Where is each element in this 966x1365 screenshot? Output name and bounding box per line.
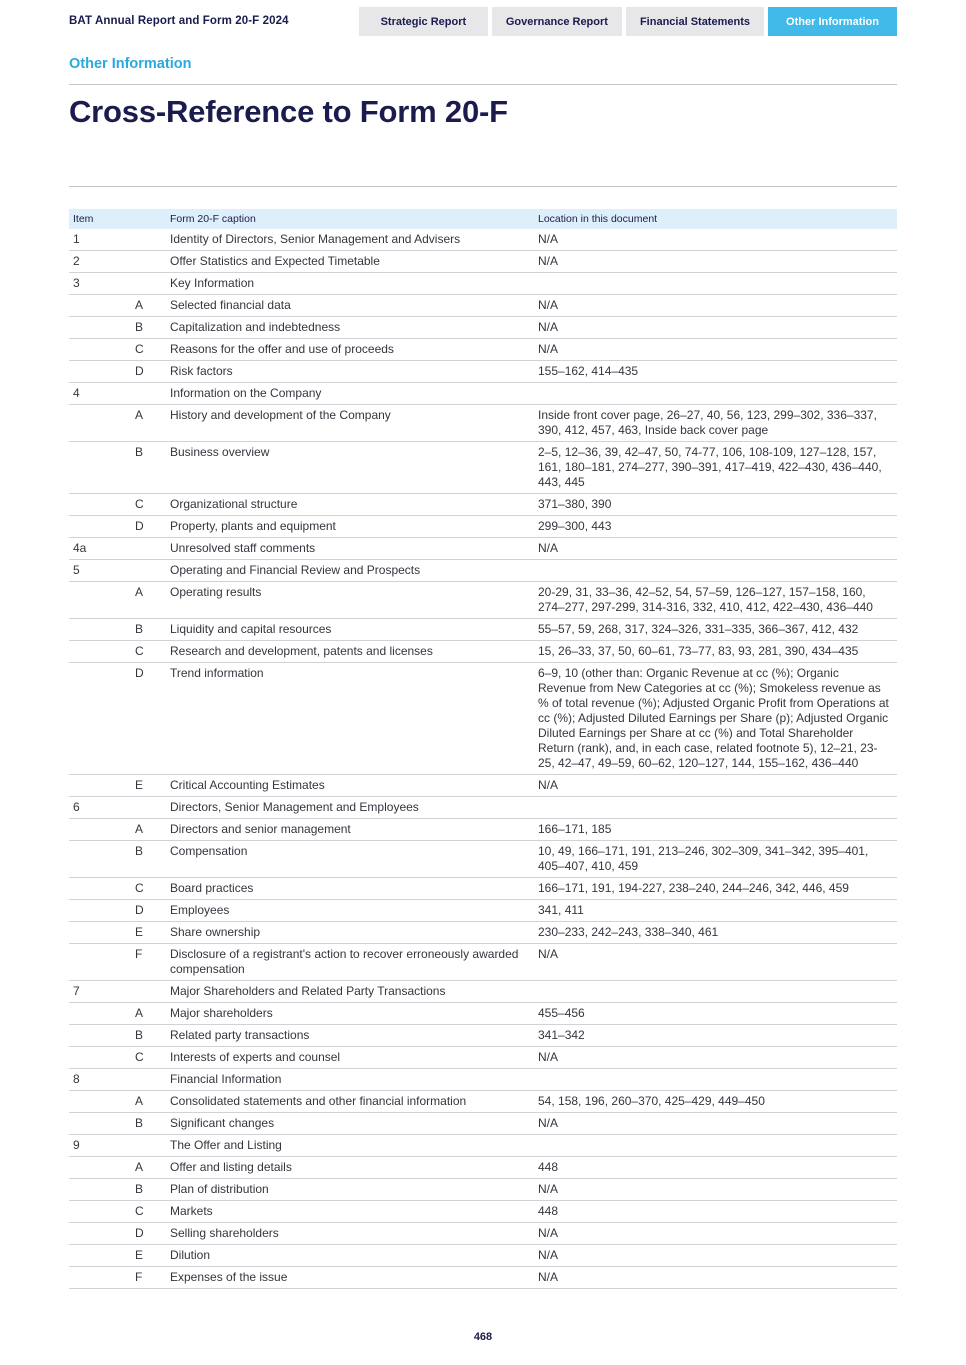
table-row: [69, 516, 897, 538]
table-row: [69, 582, 897, 619]
caption-text: Directors, Senior Management and Employees: [170, 797, 538, 819]
item-number: 4: [73, 386, 80, 400]
location-text: N/A: [538, 317, 897, 339]
table-row: [69, 361, 897, 383]
location-text: 371–380, 390: [538, 494, 897, 516]
table-row: [69, 1245, 897, 1267]
location-text: [538, 797, 897, 819]
item-number: [73, 903, 135, 918]
caption-text: Information on the Company: [170, 383, 538, 405]
divider-above-table: [69, 186, 897, 187]
location-text: N/A: [538, 339, 897, 361]
table-header-item: Item: [69, 209, 170, 229]
table-row: [69, 405, 897, 442]
location-text: 155–162, 414–435: [538, 361, 897, 383]
caption-text: Operating and Financial Review and Prospects: [170, 560, 538, 582]
section-label: Other Information: [69, 56, 192, 72]
item-letter: C: [135, 497, 144, 511]
table-row: [69, 1003, 897, 1025]
item-letter: B: [135, 1116, 144, 1130]
item-letter: A: [135, 585, 144, 599]
location-text: 299–300, 443: [538, 516, 897, 538]
location-text: N/A: [538, 944, 897, 981]
caption-text: Financial Information: [170, 1069, 538, 1091]
item-number: 5: [73, 563, 80, 577]
table-row: [69, 494, 897, 516]
item-letter: E: [135, 925, 144, 939]
caption-text: Consolidated statements and other financial information: [170, 1091, 538, 1113]
location-text: 55–57, 59, 268, 317, 324–326, 331–335, 366–367, 412, 432: [538, 619, 897, 641]
location-text: N/A: [538, 1047, 897, 1069]
item-letter: C: [135, 342, 144, 356]
tab-governance-report[interactable]: Governance Report: [492, 7, 622, 36]
table-row: [69, 1069, 897, 1091]
caption-text: Employees: [170, 900, 538, 922]
location-text: Inside front cover page, 26–27, 40, 56, 123, 299–302, 336–337, 390, 412, 457, 463, Inside back cover page: [538, 405, 897, 442]
cross-ref-table-body: [69, 229, 897, 1289]
item-number: 7: [73, 984, 80, 998]
caption-text: Research and development, patents and licenses: [170, 641, 538, 663]
item-number: [73, 778, 135, 793]
location-text: [538, 560, 897, 582]
item-letter: B: [135, 445, 144, 459]
item-letter: B: [135, 1028, 144, 1042]
caption-text: Expenses of the issue: [170, 1267, 538, 1289]
location-text: N/A: [538, 295, 897, 317]
table-row: [69, 797, 897, 819]
item-number: 6: [73, 800, 80, 814]
table-row: [69, 1025, 897, 1047]
location-text: N/A: [538, 538, 897, 560]
location-text: [538, 383, 897, 405]
table-row: [69, 641, 897, 663]
caption-text: Compensation: [170, 841, 538, 878]
item-number: [73, 1248, 135, 1263]
tab-strategic-report[interactable]: Strategic Report: [359, 7, 488, 36]
item-letter: E: [135, 1248, 144, 1262]
caption-text: Offer Statistics and Expected Timetable: [170, 251, 538, 273]
item-number: 4a: [73, 541, 87, 555]
table-row: [69, 878, 897, 900]
item-number: 1: [73, 232, 80, 246]
location-text: [538, 1069, 897, 1091]
page-title: Cross-Reference to Form 20-F: [69, 94, 508, 129]
caption-text: Directors and senior management: [170, 819, 538, 841]
caption-text: Significant changes: [170, 1113, 538, 1135]
item-letter: A: [135, 408, 144, 422]
location-text: 2–5, 12–36, 39, 42–47, 50, 74-77, 106, 108-109, 127–128, 157, 161, 180–181, 274–277, 390–391, 417–419, 422–430, 436–440, 443, 445: [538, 442, 897, 494]
location-text: 20-29, 31, 33–36, 42–52, 54, 57–59, 126–127, 157–158, 160, 274–277, 297-299, 314-316, 332, 410, 412, 422–430, 436–440: [538, 582, 897, 619]
location-text: N/A: [538, 1179, 897, 1201]
item-letter: C: [135, 1204, 144, 1218]
item-number: [73, 947, 135, 962]
table-row: [69, 981, 897, 1003]
location-text: 15, 26–33, 37, 50, 60–61, 73–77, 83, 93, 281, 390, 434–435: [538, 641, 897, 663]
item-number: [73, 298, 135, 313]
item-letter: A: [135, 1094, 144, 1108]
item-number: [73, 320, 135, 335]
item-number: [73, 1050, 135, 1065]
item-letter: D: [135, 666, 144, 680]
location-text: [538, 981, 897, 1003]
location-text: 166–171, 185: [538, 819, 897, 841]
table-row: [69, 339, 897, 361]
caption-text: Selling shareholders: [170, 1223, 538, 1245]
item-number: [73, 1204, 135, 1219]
caption-text: Identity of Directors, Senior Management and Advisers: [170, 229, 538, 251]
location-text: N/A: [538, 1223, 897, 1245]
table-row: [69, 1091, 897, 1113]
caption-text: Selected financial data: [170, 295, 538, 317]
item-letter: B: [135, 622, 144, 636]
table-row: [69, 1223, 897, 1245]
caption-text: Trend information: [170, 663, 538, 775]
item-number: [73, 1116, 135, 1131]
item-number: [73, 622, 135, 637]
item-number: [73, 585, 135, 600]
item-number: [73, 1006, 135, 1021]
item-number: 9: [73, 1138, 80, 1152]
table-row: [69, 900, 897, 922]
location-text: N/A: [538, 1267, 897, 1289]
table-row: [69, 841, 897, 878]
caption-text: Business overview: [170, 442, 538, 494]
table-row: [69, 383, 897, 405]
location-text: 6–9, 10 (other than: Organic Revenue at cc (%); Organic Revenue from New Categories at cc (%); Smokeless revenue as % of total revenue (%); Adjusted Organic Profit from Operations at cc (%); Adjusted Diluted Earnings per Share (p); Adjusted Organic Diluted Earnings per Share at cc (%) and Total Shareholder Return (rank), and, in each case, related footnote 5), 12–21, 23-25, 42–47, 49–59, 60–62, 120–127, 144, 155–162, 436–440: [538, 663, 897, 775]
page-number: 468: [473, 1331, 493, 1343]
item-number: 3: [73, 276, 80, 290]
table-row: [69, 663, 897, 775]
item-number: [73, 1028, 135, 1043]
item-number: [73, 1270, 135, 1285]
table-row: [69, 619, 897, 641]
caption-text: Share ownership: [170, 922, 538, 944]
table-row: [69, 273, 897, 295]
table-row: [69, 442, 897, 494]
item-number: [73, 1094, 135, 1109]
item-number: [73, 497, 135, 512]
location-text: 455–456: [538, 1003, 897, 1025]
caption-text: Interests of experts and counsel: [170, 1047, 538, 1069]
caption-text: Critical Accounting Estimates: [170, 775, 538, 797]
item-letter: C: [135, 1050, 144, 1064]
location-text: 230–233, 242–243, 338–340, 461: [538, 922, 897, 944]
item-letter: A: [135, 822, 144, 836]
location-text: 448: [538, 1201, 897, 1223]
location-text: [538, 273, 897, 295]
table-row: [69, 1135, 897, 1157]
item-letter: A: [135, 1006, 144, 1020]
caption-text: Risk factors: [170, 361, 538, 383]
location-text: [538, 1135, 897, 1157]
item-number: [73, 1182, 135, 1197]
item-number: [73, 1160, 135, 1175]
location-text: 166–171, 191, 194-227, 238–240, 244–246, 342, 446, 459: [538, 878, 897, 900]
caption-text: Liquidity and capital resources: [170, 619, 538, 641]
item-number: [73, 342, 135, 357]
caption-text: Capitalization and indebtedness: [170, 317, 538, 339]
table-header-caption: Form 20-F caption: [170, 209, 538, 229]
caption-text: Major Shareholders and Related Party Transactions: [170, 981, 538, 1003]
caption-text: Property, plants and equipment: [170, 516, 538, 538]
item-number: [73, 666, 135, 681]
cross-reference-table: [69, 209, 897, 1289]
table-row: [69, 775, 897, 797]
location-text: 10, 49, 166–171, 191, 213–246, 302–309, 341–342, 395–401, 405–407, 410, 459: [538, 841, 897, 878]
item-letter: D: [135, 519, 144, 533]
location-text: 448: [538, 1157, 897, 1179]
item-letter: A: [135, 1160, 144, 1174]
item-letter: C: [135, 881, 144, 895]
table-row: [69, 560, 897, 582]
item-letter: B: [135, 1182, 144, 1196]
caption-text: The Offer and Listing: [170, 1135, 538, 1157]
item-letter: D: [135, 1226, 144, 1240]
item-letter: D: [135, 364, 144, 378]
table-header-location: Location in this document: [538, 209, 897, 229]
item-letter: F: [135, 947, 143, 961]
item-letter: D: [135, 903, 144, 917]
item-letter: E: [135, 778, 144, 792]
location-text: N/A: [538, 775, 897, 797]
table-row: [69, 1113, 897, 1135]
item-letter: A: [135, 298, 144, 312]
table-row: [69, 1047, 897, 1069]
caption-text: Major shareholders: [170, 1003, 538, 1025]
table-row: [69, 251, 897, 273]
table-row: [69, 295, 897, 317]
location-text: 341, 411: [538, 900, 897, 922]
item-number: [73, 408, 135, 423]
tab-financial-statements[interactable]: Financial Statements: [626, 7, 764, 36]
caption-text: Operating results: [170, 582, 538, 619]
item-number: [73, 822, 135, 837]
caption-text: Board practices: [170, 878, 538, 900]
table-row: [69, 1201, 897, 1223]
location-text: 54, 158, 196, 260–370, 425–429, 449–450: [538, 1091, 897, 1113]
item-letter: B: [135, 844, 144, 858]
table-row: [69, 1179, 897, 1201]
location-text: N/A: [538, 1113, 897, 1135]
item-number: [73, 364, 135, 379]
item-number: [73, 844, 135, 859]
caption-text: Disclosure of a registrant's action to recover erroneously awarded compensation: [170, 944, 538, 981]
item-letter: B: [135, 320, 144, 334]
caption-text: Markets: [170, 1201, 538, 1223]
table-row: [69, 317, 897, 339]
table-row: [69, 538, 897, 560]
table-header-row: [69, 209, 897, 229]
location-text: N/A: [538, 1245, 897, 1267]
item-letter: C: [135, 644, 144, 658]
caption-text: Related party transactions: [170, 1025, 538, 1047]
report-brand: BAT Annual Report and Form 20-F 2024: [69, 15, 289, 27]
location-text: N/A: [538, 251, 897, 273]
item-number: 2: [73, 254, 80, 268]
item-number: [73, 925, 135, 940]
table-row: [69, 944, 897, 981]
divider-top: [69, 84, 897, 85]
table-row: [69, 229, 897, 251]
item-number: [73, 519, 135, 534]
item-number: [73, 445, 135, 460]
table-row: [69, 1267, 897, 1289]
caption-text: History and development of the Company: [170, 405, 538, 442]
report-tabs: [359, 7, 897, 36]
tab-other-information[interactable]: Other Information: [768, 7, 897, 36]
caption-text: Unresolved staff comments: [170, 538, 538, 560]
location-text: N/A: [538, 229, 897, 251]
location-text: 341–342: [538, 1025, 897, 1047]
item-number: 8: [73, 1072, 80, 1086]
item-letter: F: [135, 1270, 143, 1284]
table-row: [69, 1157, 897, 1179]
caption-text: Plan of distribution: [170, 1179, 538, 1201]
item-number: [73, 1226, 135, 1241]
caption-text: Organizational structure: [170, 494, 538, 516]
table-row: [69, 819, 897, 841]
item-number: [73, 644, 135, 659]
item-number: [73, 881, 135, 896]
table-row: [69, 922, 897, 944]
page-header: [69, 0, 897, 36]
caption-text: Offer and listing details: [170, 1157, 538, 1179]
caption-text: Dilution: [170, 1245, 538, 1267]
caption-text: Reasons for the offer and use of proceeds: [170, 339, 538, 361]
caption-text: Key Information: [170, 273, 538, 295]
